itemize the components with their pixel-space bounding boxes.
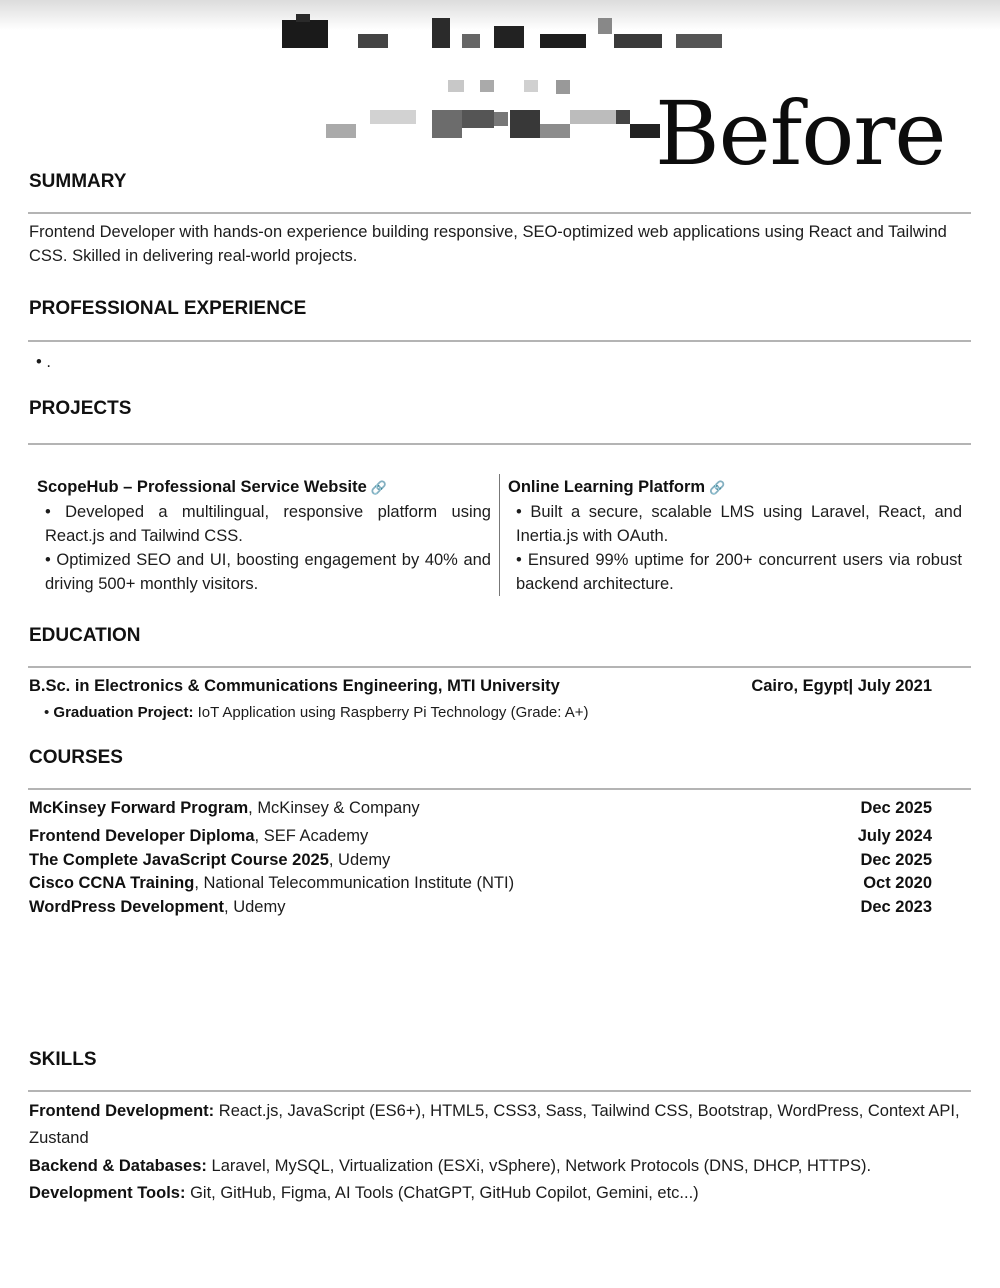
course-item: The Complete JavaScript Course 2025, Udemy Dec 2025 (29, 851, 932, 869)
skill-tools: Development Tools: Git, GitHub, Figma, AI Tools (ChatGPT, GitHub Copilot, Gemini, etc...) (29, 1184, 699, 1202)
link-icon[interactable]: 🔗 (370, 480, 388, 495)
skill-frontend: Frontend Development: React.js, JavaScript (ES6+), HTML5, CSS3, Sass, Tailwind CSS, Bootstrap, WordPress, Context API, Zustand (29, 1102, 960, 1147)
skills-divider (28, 1090, 971, 1092)
degree-text: B.Sc. in Electronics & Communications Engineering, MTI University (29, 677, 560, 695)
summary-text: Frontend Developer with hands-on experience building responsive, SEO-optimized web applications using React and Tailwind CSS. Skilled in delivering real-world projects. (29, 223, 947, 265)
skills-heading: SKILLS (29, 1049, 97, 1070)
project-bullet: • Optimized SEO and UI, boosting engagement by 40% and driving 500+ monthly visitors. (45, 551, 491, 593)
course-item: WordPress Development, Udemy Dec 2023 (29, 898, 932, 916)
summary-heading: SUMMARY (29, 171, 127, 192)
project-bullet: • Ensured 99% uptime for 200+ concurrent users via robust backend architecture. (516, 551, 962, 593)
course-item: Cisco CCNA Training, National Telecommunication Institute (NTI) Oct 2020 (29, 874, 932, 892)
experience-divider (28, 340, 971, 342)
projects-divider (28, 443, 971, 445)
before-label: Before (655, 82, 946, 185)
course-item: Frontend Developer Diploma, SEF Academy July 2024 (29, 827, 932, 845)
skill-backend: Backend & Databases: Laravel, MySQL, Virtualization (ESXi, vSphere), Network Protocols (DNS, DHCP, HTTPS). (29, 1157, 872, 1175)
projects-heading: PROJECTS (29, 398, 132, 419)
projects-column-divider (499, 474, 500, 596)
project-learning-platform (508, 475, 962, 596)
education-location-date: Cairo, Egypt| July 2021 (751, 677, 932, 695)
education-heading: EDUCATION (29, 625, 141, 646)
courses-divider (28, 788, 971, 790)
education-divider (28, 666, 971, 668)
graduation-project: • Graduation Project: IoT Application using Raspberry Pi Technology (Grade: A+) (44, 704, 589, 721)
project-title: ScopeHub – Professional Service Website 🔗 (37, 478, 388, 496)
education-row (29, 674, 932, 698)
project-bullet: • Developed a multilingual, responsive platform using React.js and Tailwind CSS. (45, 503, 491, 545)
experience-heading: PROFESSIONAL EXPERIENCE (29, 298, 307, 319)
project-scopehub (37, 475, 491, 596)
project-title: Online Learning Platform 🔗 (508, 478, 726, 496)
experience-bullet: • . (36, 353, 51, 371)
summary-divider (28, 212, 971, 214)
link-icon[interactable]: 🔗 (709, 480, 726, 495)
courses-heading: COURSES (29, 747, 123, 768)
course-item: McKinsey Forward Program, McKinsey & Company Dec 2025 (29, 799, 932, 817)
project-bullet: • Built a secure, scalable LMS using Laravel, React, and Inertia.js with OAuth. (516, 503, 962, 545)
